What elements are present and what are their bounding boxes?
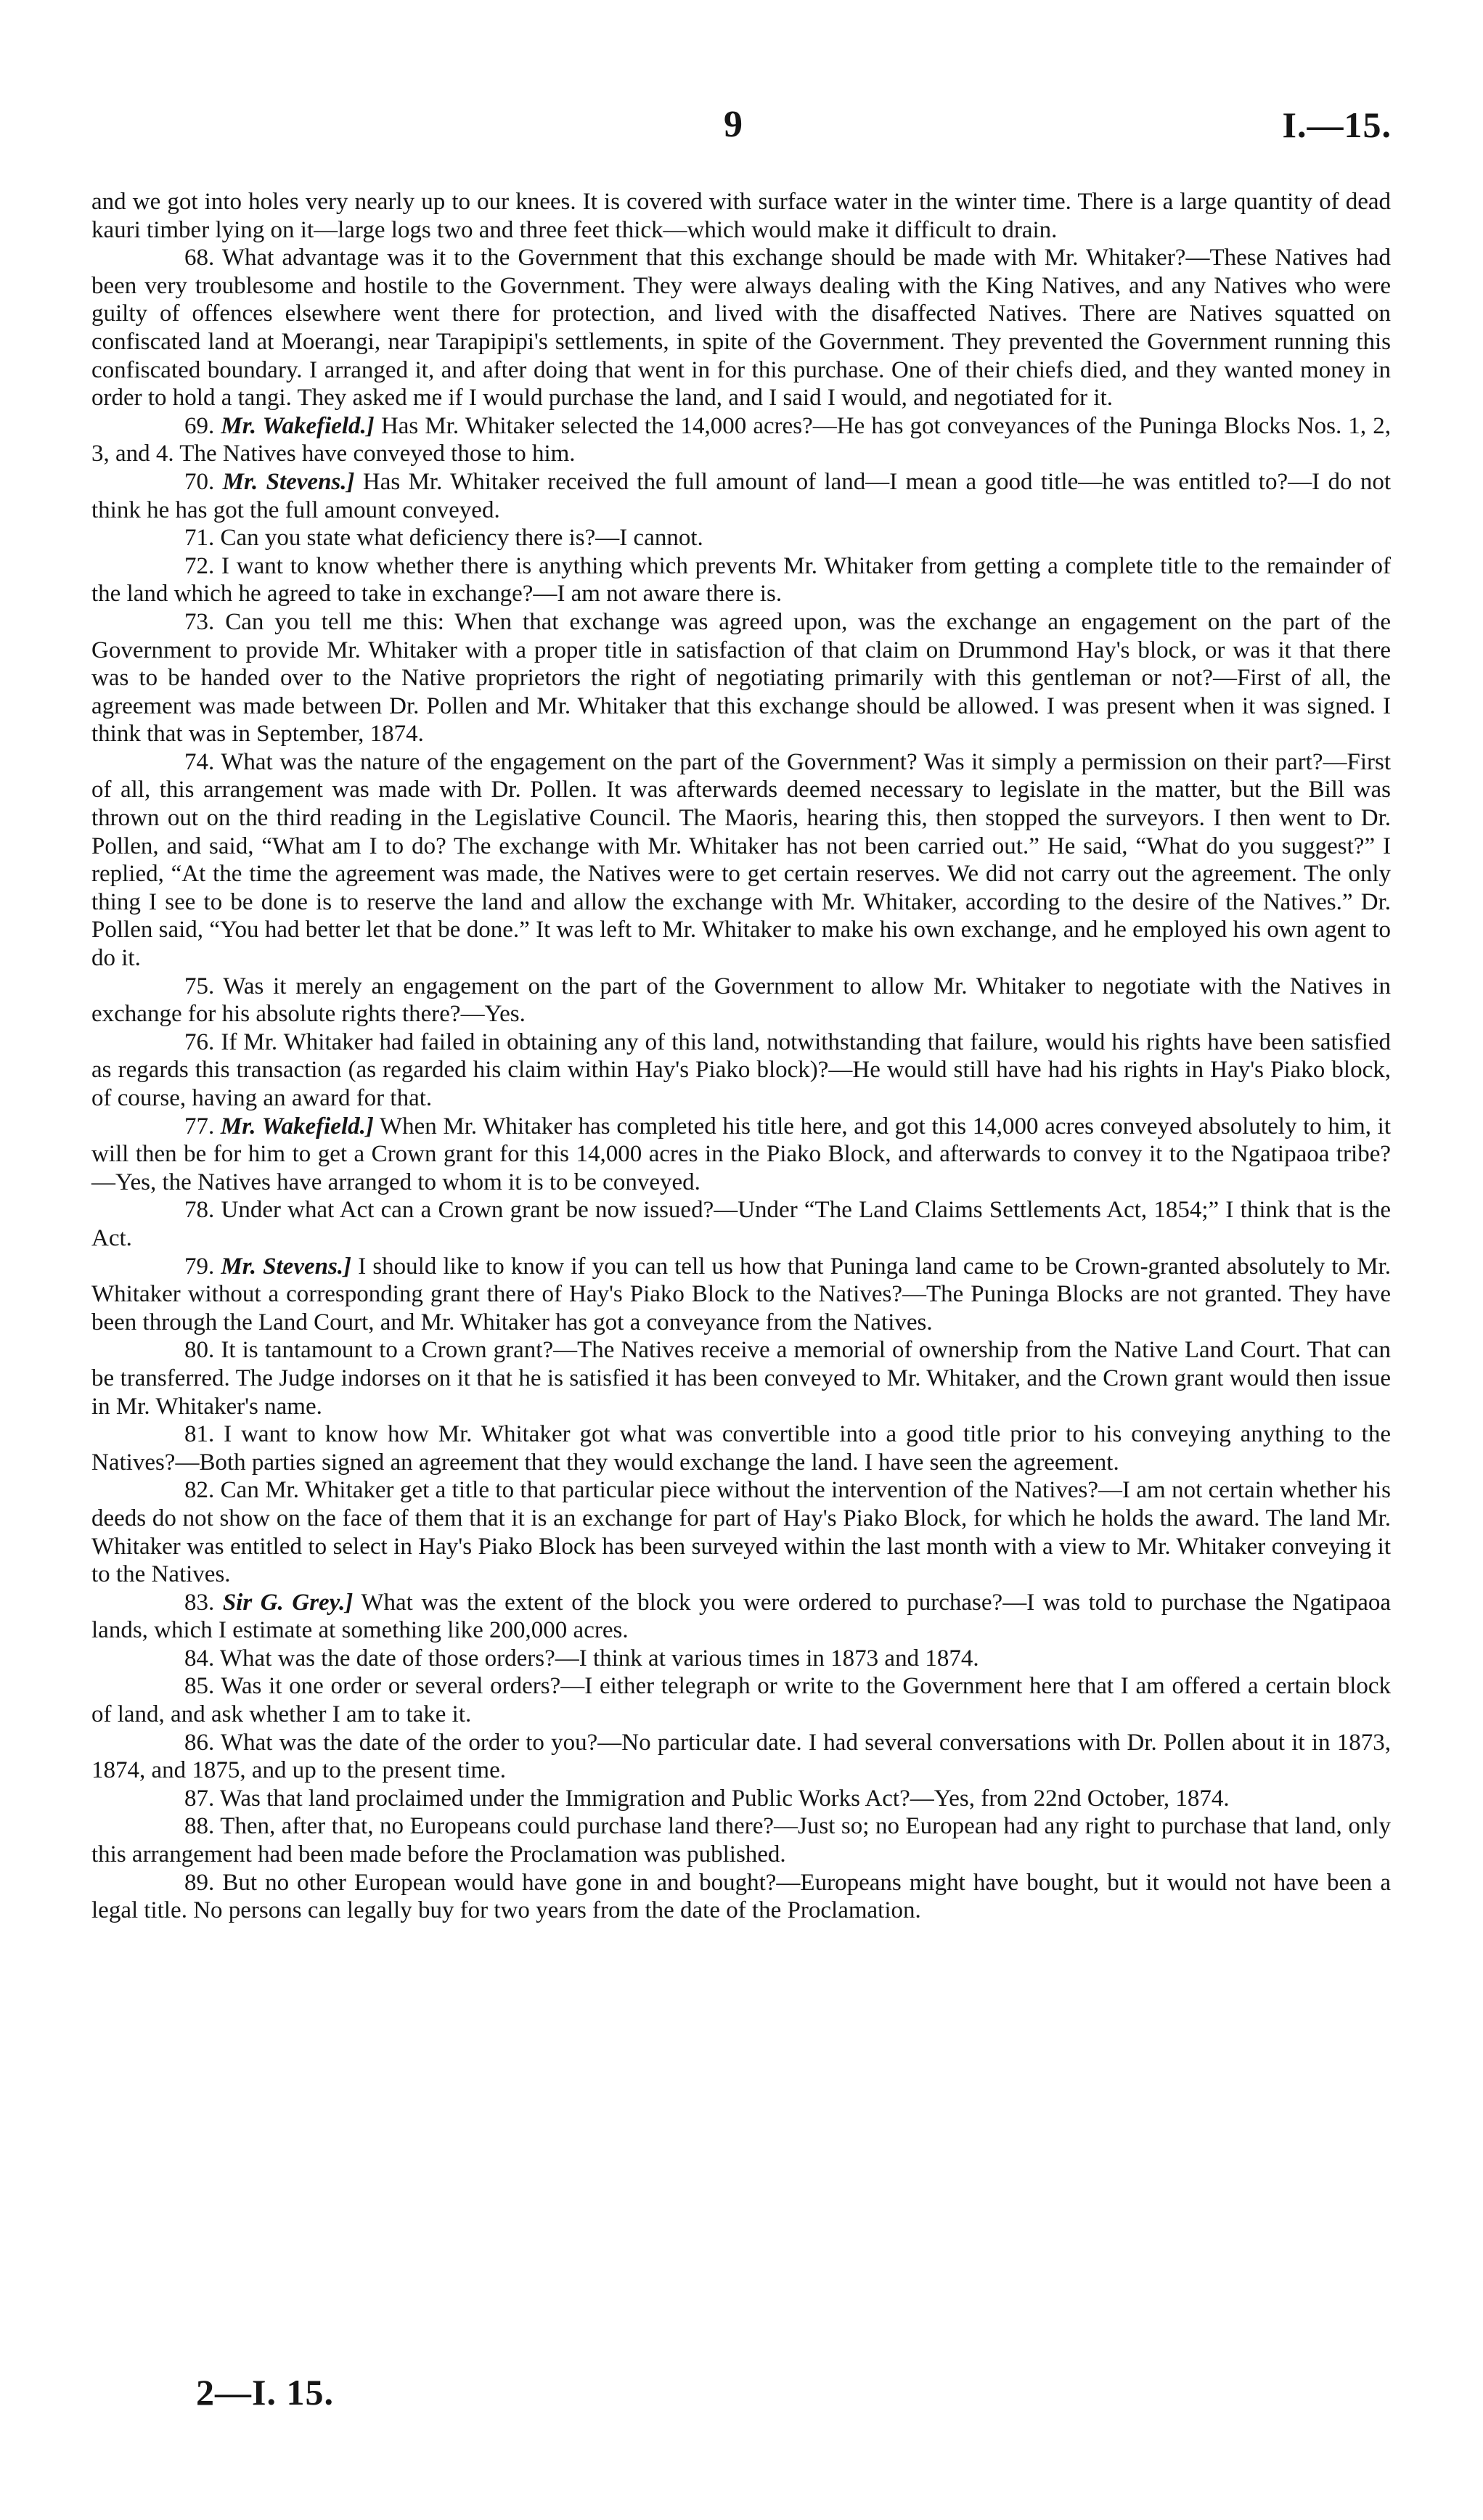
question-number: 78.: [184, 1197, 215, 1224]
paragraph-text: Under what Act can a Crown grant be now issued?—Under “The Land Claims Settlements Act, 1854;” I think that is the Act.: [91, 1197, 1391, 1251]
paragraph-text: Can you state what deficiency there is?—I cannot.: [220, 525, 703, 552]
paragraph-text: I want to know how Mr. Whitaker got what was convertible into a good title prior to his conveying anything to the Natives?—Both parties signed an agreement that they would exchange the land. I have seen the agreement.: [91, 1421, 1391, 1476]
paragraph-text: I want to know whether there is anything which prevents Mr. Whitaker from getting a complete title to the remainder of the land which he agreed to take in exchange?—I am not aware there is.: [91, 552, 1392, 608]
paragraph-text: What was the date of the order to you?—No particular date. I had several conversations with Dr. Pollen about it in 1873, 1874, and 1875, and up to the present time.: [91, 1729, 1391, 1784]
paragraph: [91, 188, 1391, 244]
paragraph-text: Can you tell me this: When that exchange was agreed upon, was the exchange an engagement on the part of the Government to provide Mr. Whitaker with a proper title in satisfaction of that claim on Drummond Hay's block, or was it that there was to be handed over to the Native proprietors the right of negotiating primarily with this gentleman or not?—First of all, the agreement was made between Dr. Pollen and Mr. Whitaker that this exchange should be allowed. I was present when it was signed. I think that was in September, 1874.: [91, 608, 1392, 748]
paragraph-text: When Mr. Whitaker has completed his title here, and got this 14,000 acres conveyed absolutely to him, it will then be for him to get a Crown grant for this 14,000 acres in the Piako Block, and afterwards to convey it to the Ngatipaoa tribe?—Yes, the Natives have arranged to whom it is to be conveyed.: [91, 1113, 1391, 1195]
paragraph: [91, 1812, 1391, 1868]
question-number: 83.: [184, 1589, 215, 1616]
paragraph: [91, 1729, 1391, 1785]
page-number: 9: [724, 104, 743, 145]
paragraph-text: It is tantamount to a Crown grant?—The Natives receive a memorial of ownership from the Native Land Court. That can be transferred. The Judge indorses on it that he is satisfied it has been conveyed to Mr. Whitaker, and the Crown grant would then issue in Mr. Whitaker's name.: [91, 1337, 1392, 1420]
question-number: 87.: [184, 1785, 215, 1812]
question-number: 71.: [184, 525, 215, 552]
speaker-name: Sir G. Grey.]: [222, 1589, 354, 1616]
speaker-name: Mr. Wakefield.]: [220, 1113, 374, 1140]
speaker-name: Mr. Wakefield.]: [221, 412, 375, 439]
paragraph-text: What was the extent of the block you were ordered to purchase?—I was told to purchase the Ngatipaoa lands, which I estimate at something like 200,000 acres.: [91, 1589, 1392, 1644]
printer-signature-mark: 2—I. 15.: [196, 2372, 334, 2413]
paragraph: [91, 1645, 1391, 1673]
paragraph: [91, 1420, 1391, 1476]
question-number: 86.: [184, 1729, 215, 1756]
paragraph: [91, 1336, 1391, 1420]
paragraph: [91, 1028, 1391, 1113]
paragraph: [91, 1785, 1391, 1813]
question-number: 79.: [184, 1253, 215, 1280]
paragraph-text: Was it merely an engagement on the part of the Government to allow Mr. Whitaker to negotiate with the Natives in exchange for his absolute rights there?—Yes.: [91, 973, 1391, 1028]
paragraph: [91, 1196, 1391, 1252]
paragraph-text: Has Mr. Whitaker selected the 14,000 acres?—He has got conveyances of the Puninga Blocks Nos. 1, 2, 3, and 4. The Natives have conveyed those to him.: [91, 412, 1391, 467]
paragraph-text: What was the date of those orders?—I think at various times in 1873 and 1874.: [219, 1645, 979, 1672]
paragraph-text: What was the nature of the engagement on the part of the Government? Was it simply a permission on their part?—First of all, this arrangement was made with Dr. Pollen. It was afterwards deemed necessary to legislate in the matter, but the Bill was thrown out on the third reading in the Legislative Council. The Maoris, hearing this, then stopped the surveyors. I then went to Dr. Pollen, and said, “What am I to do? The exchange with Mr. Whitaker has not been carried out.” He said, “What do you suggest?” I replied, “At the time the agreement was made, the Natives were to get certain reserves. We did not carry out the agreement. The only thing I see to be done is to reserve the land and allow the exchange with Mr. Whitaker, according to the desire of the Natives.” Dr. Pollen said, “You had better let that be done.” It was left to Mr. Whitaker to make his own exchange, and he employed his own agent to do it.: [91, 748, 1391, 972]
paragraph: [91, 1476, 1391, 1588]
paragraph-text: I should like to know if you can tell us how that Puninga land came to be Crown-granted absolutely to Mr. Whitaker without a corresponding grant there of Hay's Piako Block to the Natives?—The Puninga Blocks are not granted. They have been through the Land Court, and Mr. Whitaker has got a conveyance from the Natives.: [91, 1253, 1391, 1335]
paragraph-text: Was that land proclaimed under the Immigration and Public Works Act?—Yes, from 22nd October, 1874.: [219, 1785, 1230, 1812]
question-number: 84.: [184, 1645, 215, 1672]
question-number: 69.: [184, 412, 215, 439]
speaker-name: Mr. Stevens.]: [222, 468, 355, 495]
paragraph: [91, 1113, 1391, 1197]
paragraph: [91, 1672, 1391, 1728]
paragraph: [91, 608, 1391, 748]
paragraph: [91, 552, 1391, 608]
question-number: 88.: [184, 1813, 215, 1840]
paragraph-text: But no other European would have gone in and bought?—Europeans might have bought, but it would not have been a legal title. No persons can legally buy for two years from the date of the Proclamation.: [91, 1869, 1392, 1924]
question-number: 72.: [184, 552, 215, 579]
paragraph: [91, 524, 1391, 552]
paragraph: [91, 1869, 1391, 1925]
paragraph: [91, 412, 1391, 468]
paragraph: [91, 1253, 1391, 1337]
paragraph-text: Was it one order or several orders?—I either telegraph or write to the Government here that I am offered a certain block of land, and ask whether I am to take it.: [91, 1673, 1391, 1728]
paragraph: [91, 1589, 1391, 1645]
question-number: 76.: [184, 1028, 215, 1055]
evidence-text: [91, 188, 1391, 1925]
paragraph-text: Has Mr. Whitaker received the full amount of land—I mean a good title—he was entitled to?—I do not think he has got the full amount conveyed.: [91, 468, 1391, 523]
question-number: 74.: [184, 748, 215, 775]
question-number: 73.: [184, 608, 215, 635]
speaker-name: Mr. Stevens.]: [221, 1253, 352, 1280]
question-number: 80.: [184, 1337, 215, 1364]
paragraph: [91, 468, 1391, 524]
paragraph-text: Can Mr. Whitaker get a title to that particular piece without the intervention of the Natives?—I am not certain whether his deeds do not show on the face of them that it is an exchange for part of Hay's Piako Block, for which he holds the award. The land Mr. Whitaker was entitled to select in Hay's Piako Block has been surveyed within the last month with a view to Mr. Whitaker conveying it to the Natives.: [91, 1477, 1392, 1588]
paragraph-text: Then, after that, no Europeans could purchase land there?—Just so; no European had any right to purchase that land, only this arrangement had been made before the Proclamation was published.: [91, 1813, 1391, 1868]
document-reference: I.—15.: [1282, 105, 1392, 145]
question-number: 81.: [184, 1421, 215, 1448]
page-header: [0, 103, 1483, 161]
question-number: 89.: [184, 1869, 215, 1896]
paragraph: [91, 748, 1391, 973]
paragraph-text: What advantage was it to the Government that this exchange should be made with Mr. Whitaker?—These Natives had been very troublesome and hostile to the Government. They were always dealing with the King Natives, and any Natives who were guilty of offences elsewhere went there for protection, and lived with the disaffected Natives. There are Natives squatted on confiscated land at Moerangi, near Tarapipipi's settlements, in spite of the Government. They prevented the Government running this confiscated boundary. I arranged it, and after doing that went in for this purchase. One of their chiefs died, and they wanted money in order to hold a tangi. They asked me if I would purchase the land, and I said I would, and negotiated for it.: [91, 245, 1391, 412]
paragraph: [91, 973, 1391, 1028]
question-number: 85.: [184, 1673, 215, 1700]
question-number: 82.: [184, 1477, 215, 1504]
paragraph: [91, 244, 1391, 412]
paragraph-text: and we got into holes very nearly up to our knees. It is covered with surface water in the winter time. There is a large quantity of dead kauri timber lying on it—large logs two and three feet thick—which would make it difficult to drain.: [91, 189, 1391, 243]
paragraph-text: If Mr. Whitaker had failed in obtaining any of this land, notwithstanding that failure, would his rights have been satisfied as regards this transaction (as regarded his claim within Hay's Piako block)?—He would still have had his rights in Hay's Piako block, of course, having an award for that.: [91, 1028, 1391, 1111]
question-number: 77.: [184, 1113, 215, 1140]
question-number: 68.: [184, 245, 215, 271]
question-number: 70.: [184, 468, 215, 495]
question-number: 75.: [184, 973, 215, 999]
